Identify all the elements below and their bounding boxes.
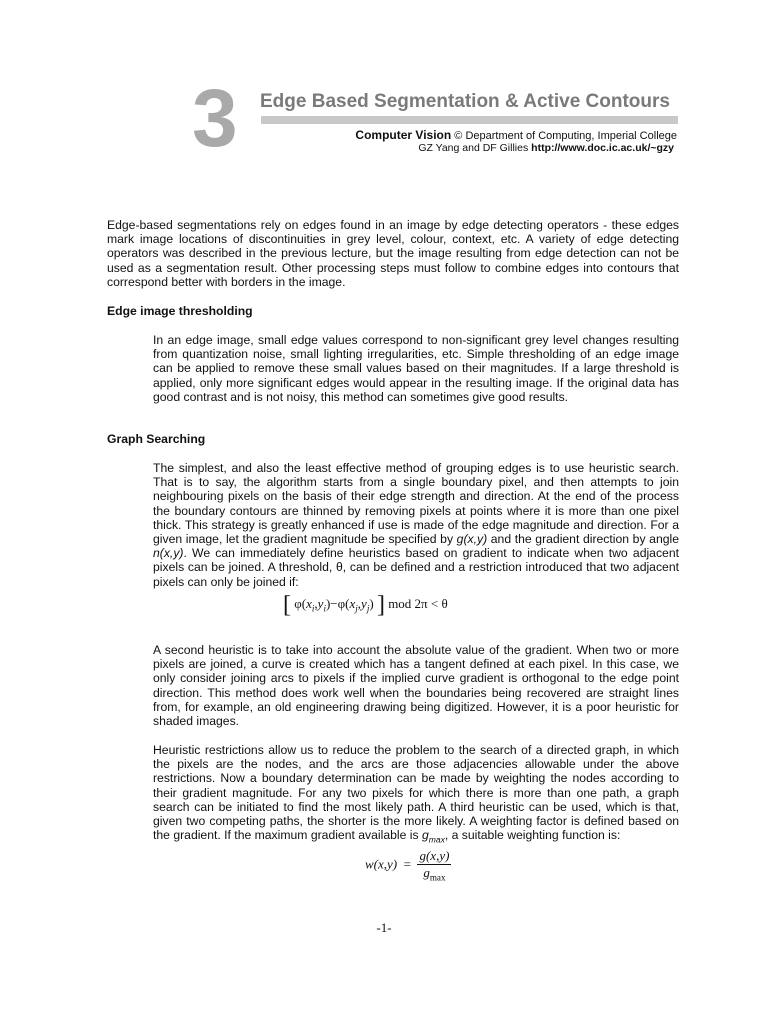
author-line xyxy=(418,142,674,154)
equation-tail: mod 2π < θ xyxy=(388,596,448,611)
fraction-denominator: g xyxy=(423,865,430,880)
chapter-number: 3 xyxy=(192,73,238,164)
department: © Department of Computing, Imperial College xyxy=(454,130,677,142)
graph-paragraph-2: A second heuristic is to take into account the absolute value of the gradient. When two or more pixels are joined, a curve is created which has a tangent defined at each pixel. In this case, we only consider joining arcs to pixels if the implied curve gradient is orthogonal to the edge point direction. This method does work well when the boundaries being recovered are straight lines from, for example, an old engineering drawing being digitized. However, it is a poor heuristic for shaded images. xyxy=(153,643,679,729)
text-run: . We can immediately define heuristics based on gradient to indicate when two adjacent pixels can be joined. A threshold, θ, can be defined and a restriction introduced that two adjacent pixels can only be joined if: xyxy=(153,546,679,589)
text-run: and the gradient direction by angle xyxy=(487,532,679,547)
page-number: -1- xyxy=(376,920,392,935)
text-run-italic: n(x,y) xyxy=(153,546,184,561)
thresholding-paragraph: In an edge image, small edge values correspond to non-significant grey level changes resulting from quantization noise, small lighting irregularities, etc. Simple thresholding of an edge image can be applied to remove these small values based on their magnitudes. If a large threshold is applied, only more significant edges would appear in the resulting image. If the original data has good contrast and is not noisy, this method can sometimes give good results. xyxy=(153,333,679,404)
section-heading-thresholding: Edge image thresholding xyxy=(107,304,253,318)
url-link[interactable]: http://www.doc.ic.ac.uk/~gzy xyxy=(531,142,674,154)
fraction-numerator: g(x,y) xyxy=(419,848,450,863)
equation-weighting-function xyxy=(365,848,451,883)
equation-direction-restriction: [ $\varphi(x_i,y_i)-\varphi(x_j,y_j)$ ] mod 2π < θ xyxy=(283,592,448,618)
graph-paragraph-1 xyxy=(153,461,679,589)
text-run: Heuristic restrictions allow us to reduce the problem to the search of a directed graph, in which the pixels are the nodes, and the arcs are those adjacencies allowable under the above restrictions. Now a boundary determination can be made by weighting the nodes according to their gradient magnitude. For any two pixels for which there is more than one path, a graph search can be initiated to find the most likely path. A third heuristic can be used, which is that, given two competing paths, the shorter is the more likely. A weighting factor is defined based on the gradient. If the maximum gradient available is xyxy=(153,743,679,843)
subscript-max: max xyxy=(428,834,445,845)
text-run: The simplest, and also the least effective method of grouping edges is to use heuristic search. That is to say, the algorithm starts from a single boundary pixel, and then attempts to join neighbouring pixels on the basis of their edge strength and direction. At the end of the process the boundary contours are thinned by removing pixels at points where it is more than one pixel thick. This strategy is greatly enhanced if use is made of the edge magnitude and direction. For a given image, let the gradient magnitude be specified by xyxy=(153,461,679,547)
course-line xyxy=(355,128,677,142)
text-run-italic: g(x,y) xyxy=(456,532,488,547)
title-rule xyxy=(261,116,678,124)
equation-equals: = xyxy=(403,856,411,872)
intro-paragraph: Edge-based segmentations rely on edges found in an image by edge detecting operators - these edges mark image locations of discontinuities in grey level, colour, context, etc. A variety of edge detecting operators was described in the previous lecture, but the image resulting from edge detection can not be used as a segmentation result. Other processing steps must follow to combine edges into contours that correspond better with borders in the image. xyxy=(107,218,679,289)
equation-lhs: w(x,y) xyxy=(365,856,398,872)
course-name: Computer Vision xyxy=(355,128,452,142)
text-run-italic: g xyxy=(421,828,429,843)
equation-fraction xyxy=(417,848,451,883)
authors: GZ Yang and DF Gillies xyxy=(418,142,529,154)
graph-paragraph-3 xyxy=(153,743,679,847)
chapter-title: Edge Based Segmentation & Active Contours xyxy=(260,91,670,112)
text-run: , a suitable weighting function is: xyxy=(444,828,621,843)
fraction-denominator-sub: max xyxy=(429,872,446,883)
section-heading-graph-searching: Graph Searching xyxy=(107,432,206,446)
